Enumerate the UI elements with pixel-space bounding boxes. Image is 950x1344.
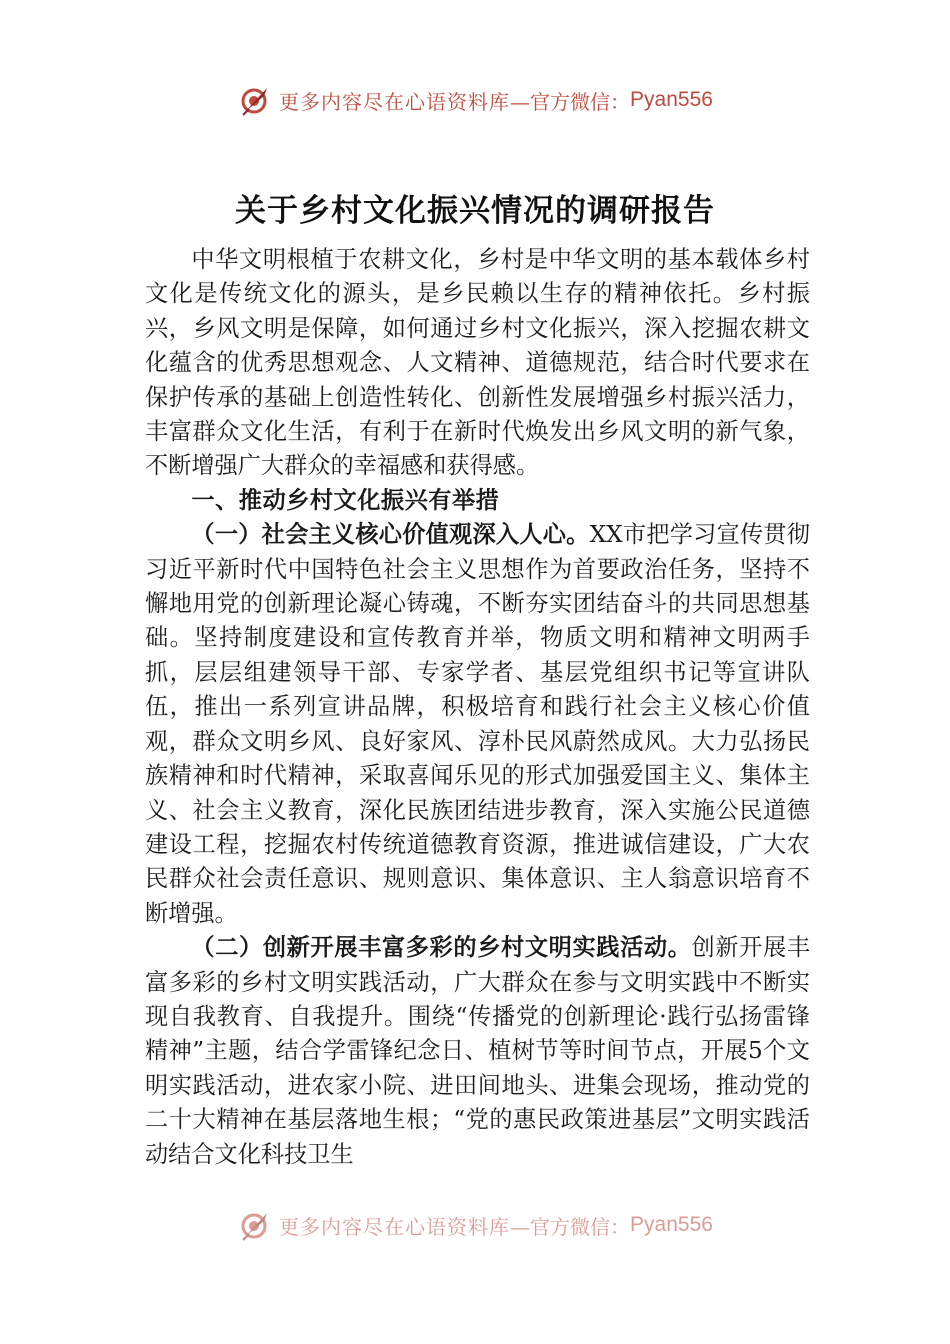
watermark-separator: —官方微信： [510, 1214, 631, 1239]
quill-logo-icon [237, 1207, 273, 1243]
item-body: XX市把学习宣传贯彻习近平新时代中国特色社会主义思想作为首要政治任务，坚持不懈地用党的创新理论凝心铸魂，不断夯实团结奋斗的共同思想基础。坚持制度建设和宣传教育并举，物质文明和精神文明两手抓，层层组建领导干部、专家学者、基层党组织书记等宣讲队伍，推出一系列宣讲品牌，积极培育和践行社会主义核心价值观，群众文明乡风、良好家风、淳朴民风蔚然成风。大力弘扬民族精神和时代精神，采取喜闻乐见的形式加强爱国主义、集体主义、社会主义教育，深化民族团结进步教育，深入实施公民道德建设工程，挖掘农村传统道德教育资源，推进诚信建设，广大农民群众社会责任意识、规则意识、集体意识、主人翁意识培育不断增强。 [145, 521, 810, 927]
watermark-separator: —官方微信： [510, 89, 631, 114]
watermark-footer [0, 1207, 950, 1248]
quill-logo-icon [237, 82, 273, 118]
item-body: 创新开展丰富多彩的乡村文明实践活动，广大群众在参与文明实践中不断实现自我教育、自我提升。围绕“传播党的创新理论·践行弘扬雷锋精神”主题，结合学雷锋纪念日、植树节等时间节点，开展5个文明实践活动，进农家小院、进田间地头、进集会现场，推动党的二十大精神在基层落地生根；“党的惠民政策进基层”文明实践活动结合文化科技卫生 [145, 934, 811, 1168]
section-heading: 一、推动乡村文化振兴有举措 [191, 486, 500, 514]
item-lead: （二）创新开展丰富多彩的乡村文明实践活动。 [191, 934, 692, 962]
intro-paragraph: 中华文明根植于农耕文化，乡村是中华文明的基本载体乡村文化是传统文化的源头，是乡民赖以生存的精神依托。乡村振兴，乡风文明是保障，如何通过乡村文化振兴，深入挖掘农耕文化蕴含的优秀思想观念、人文精神、道德规范，结合时代要求在保护传承的基础上创造性转化、创新性发展增强乡村振兴活力，丰富群众文化生活，有利于在新时代焕发出乡风文明的新气象，不断增强广大群众的幸福感和获得感。 [145, 246, 810, 480]
watermark-text: 更多内容尽在心语资料库 [279, 89, 511, 114]
document-title: 关于乡村文化振兴情况的调研报告 [235, 193, 715, 229]
item-paragraph [145, 518, 810, 931]
watermark-handle: Pyan556 [630, 1213, 713, 1236]
document-body [145, 243, 810, 1172]
item-lead: （一）社会主义核心价值观深入人心。 [191, 521, 590, 549]
watermark-text: 更多内容尽在心语资料库 [279, 1214, 511, 1239]
item-paragraph [145, 931, 810, 1172]
watermark-header [0, 82, 950, 123]
watermark-handle: Pyan556 [630, 88, 713, 111]
